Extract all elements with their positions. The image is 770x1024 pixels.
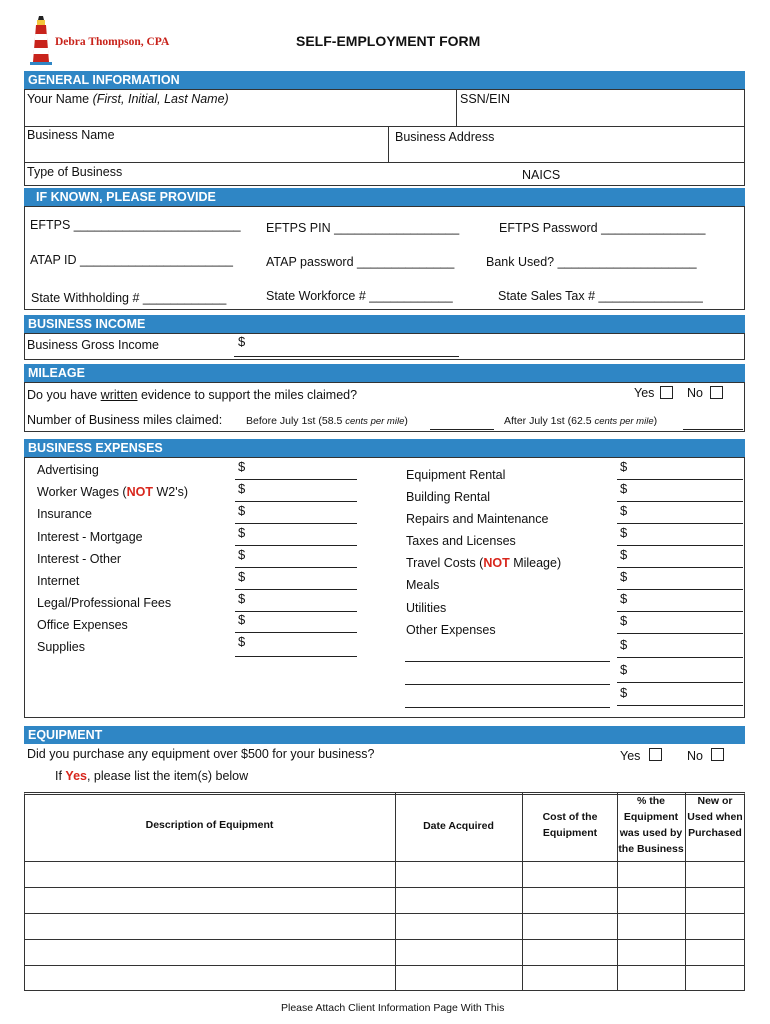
equipment-heading: EQUIPMENT bbox=[24, 726, 745, 744]
general-heading: GENERAL INFORMATION bbox=[24, 71, 745, 89]
left-dollar-5: $ bbox=[238, 547, 246, 562]
mileage-yes-checkbox[interactable] bbox=[660, 386, 673, 399]
equipment-no-checkbox[interactable] bbox=[711, 748, 724, 761]
right-amount-5[interactable] bbox=[617, 567, 743, 568]
before-july-field[interactable] bbox=[430, 429, 494, 430]
right-amount-2[interactable] bbox=[617, 501, 743, 502]
left-dollar-1: $ bbox=[238, 459, 246, 474]
left-dollar-7: $ bbox=[238, 591, 246, 606]
equipment-no-label: No bbox=[687, 749, 703, 763]
your-name-field[interactable] bbox=[25, 108, 455, 124]
right-amount-6[interactable] bbox=[617, 589, 743, 590]
expense-supplies: Supplies bbox=[37, 640, 85, 654]
equipment-row-5[interactable] bbox=[25, 966, 744, 990]
gross-income-field[interactable] bbox=[234, 356, 459, 357]
right-dollar-10: $ bbox=[620, 662, 628, 677]
before-july-label: Before July 1st (58.5 cents per mile) bbox=[246, 415, 408, 427]
type-of-business-label: Type of Business bbox=[27, 165, 123, 179]
left-amount-4[interactable] bbox=[235, 545, 357, 546]
expense-repairs: Repairs and Maintenance bbox=[406, 512, 549, 526]
col-new-or-used: New or Used when Purchased bbox=[687, 795, 743, 839]
left-amount-2[interactable] bbox=[235, 501, 357, 502]
equipment-question: Did you purchase any equipment over $500 for your business? bbox=[27, 747, 375, 761]
left-amount-8[interactable] bbox=[235, 632, 357, 633]
other-desc-1[interactable] bbox=[405, 661, 610, 662]
right-dollar-6: $ bbox=[620, 569, 628, 584]
expense-other: Other Expenses bbox=[406, 623, 496, 637]
left-amount-6[interactable] bbox=[235, 589, 357, 590]
eftps-pin-field[interactable]: EFTPS PIN __________________ bbox=[266, 221, 460, 235]
miles-claimed-label: Number of Business miles claimed: bbox=[27, 413, 223, 427]
left-dollar-8: $ bbox=[238, 612, 246, 627]
equipment-row-1[interactable] bbox=[25, 862, 744, 886]
lighthouse-icon bbox=[28, 14, 54, 66]
equipment-yes-checkbox[interactable] bbox=[649, 748, 662, 761]
mileage-no-checkbox[interactable] bbox=[710, 386, 723, 399]
right-amount-10[interactable] bbox=[617, 682, 743, 683]
after-july-label: After July 1st (62.5 cents per mile) bbox=[504, 415, 658, 427]
other-desc-3[interactable] bbox=[405, 707, 610, 708]
right-dollar-1: $ bbox=[620, 459, 628, 474]
footer-note: Please Attach Client Information Page With This bbox=[281, 1002, 505, 1014]
expense-travel: Travel Costs (NOT Mileage) bbox=[406, 556, 562, 570]
mileage-yes-label: Yes bbox=[634, 386, 655, 400]
expense-worker-wages: Worker Wages (NOT W2's) bbox=[37, 485, 189, 499]
state-workforce-field[interactable]: State Workforce # ____________ bbox=[266, 289, 453, 303]
expense-interest-mortgage: Interest - Mortgage bbox=[37, 530, 143, 544]
right-dollar-5: $ bbox=[620, 547, 628, 562]
expense-equipment-rental: Equipment Rental bbox=[406, 468, 506, 482]
left-amount-1[interactable] bbox=[235, 479, 357, 480]
left-amount-9[interactable] bbox=[235, 656, 357, 657]
atap-id-field[interactable]: ATAP ID ______________________ bbox=[30, 253, 233, 267]
right-amount-7[interactable] bbox=[617, 611, 743, 612]
equipment-row-3[interactable] bbox=[25, 914, 744, 938]
col-description: Description of Equipment bbox=[145, 819, 274, 831]
atap-password-field[interactable]: ATAP password ______________ bbox=[266, 255, 455, 269]
other-desc-2[interactable] bbox=[405, 684, 610, 685]
ssn-label: SSN/EIN bbox=[460, 92, 511, 106]
income-heading: BUSINESS INCOME bbox=[24, 315, 745, 333]
right-dollar-7: $ bbox=[620, 591, 628, 606]
expense-interest-other: Interest - Other bbox=[37, 552, 122, 566]
expense-insurance: Insurance bbox=[37, 507, 92, 521]
expense-legal: Legal/Professional Fees bbox=[37, 596, 172, 610]
state-withholding-field[interactable]: State Withholding # ____________ bbox=[31, 291, 227, 305]
expense-taxes: Taxes and Licenses bbox=[406, 534, 516, 548]
naics-label: NAICS bbox=[522, 168, 561, 182]
col-percent-used: % the Equipment was used by the Business bbox=[618, 795, 684, 855]
logo-text: Debra Thompson, CPA bbox=[55, 36, 170, 48]
right-dollar-11: $ bbox=[620, 685, 628, 700]
known-heading: IF KNOWN, PLEASE PROVIDE bbox=[24, 188, 745, 206]
business-address-field[interactable] bbox=[390, 146, 743, 160]
expense-advertising: Advertising bbox=[37, 463, 99, 477]
state-sales-tax-field[interactable]: State Sales Tax # _______________ bbox=[498, 289, 703, 303]
your-name-label: Your Name (First, Initial, Last Name) bbox=[27, 92, 229, 106]
expense-meals: Meals bbox=[406, 578, 440, 592]
right-dollar-8: $ bbox=[620, 613, 628, 628]
expense-utilities: Utilities bbox=[406, 601, 447, 615]
eftps-field[interactable]: EFTPS ________________________ bbox=[30, 218, 241, 232]
business-name-field[interactable] bbox=[25, 144, 385, 160]
right-dollar-3: $ bbox=[620, 503, 628, 518]
expense-building-rental: Building Rental bbox=[406, 490, 491, 504]
right-amount-11[interactable] bbox=[617, 705, 743, 706]
left-dollar-6: $ bbox=[238, 569, 246, 584]
mileage-heading: MILEAGE bbox=[24, 364, 745, 382]
right-dollar-4: $ bbox=[620, 525, 628, 540]
left-dollar-3: $ bbox=[238, 503, 246, 518]
right-dollar-2: $ bbox=[620, 481, 628, 496]
right-amount-9[interactable] bbox=[617, 657, 743, 658]
expense-internet: Internet bbox=[37, 574, 80, 588]
mileage-question: Do you have written evidence to support the miles claimed? bbox=[27, 388, 358, 402]
left-amount-5[interactable] bbox=[235, 567, 357, 568]
left-dollar-9: $ bbox=[238, 634, 246, 649]
right-dollar-9: $ bbox=[620, 637, 628, 652]
equipment-row-4[interactable] bbox=[25, 940, 744, 964]
left-dollar-2: $ bbox=[238, 481, 246, 496]
business-address-label: Business Address bbox=[395, 130, 495, 144]
gross-income-label: Business Gross Income bbox=[27, 338, 159, 352]
expenses-heading: BUSINESS EXPENSES bbox=[24, 439, 745, 457]
equipment-yes-label: Yes bbox=[620, 749, 641, 763]
bank-used-field[interactable]: Bank Used? ____________________ bbox=[486, 255, 697, 269]
after-july-field[interactable] bbox=[683, 429, 743, 430]
lighthouse-logo bbox=[28, 14, 54, 66]
col-date-acquired: Date Acquired bbox=[423, 820, 494, 832]
mileage-no-label: No bbox=[687, 386, 703, 400]
ssn-field[interactable] bbox=[458, 108, 743, 124]
left-dollar-4: $ bbox=[238, 525, 246, 540]
expense-office: Office Expenses bbox=[37, 618, 128, 632]
eftps-password-field[interactable]: EFTPS Password _______________ bbox=[499, 221, 706, 235]
equipment-row-2[interactable] bbox=[25, 888, 744, 912]
equipment-if-yes: If Yes, please list the item(s) below bbox=[55, 769, 249, 783]
left-amount-3[interactable] bbox=[235, 523, 357, 524]
form-title: SELF-EMPLOYMENT FORM bbox=[296, 33, 481, 49]
gross-income-dollar: $ bbox=[238, 334, 246, 349]
col-cost: Cost of the Equipment bbox=[542, 811, 598, 839]
left-amount-7[interactable] bbox=[235, 611, 357, 612]
right-amount-8[interactable] bbox=[617, 633, 743, 634]
right-amount-3[interactable] bbox=[617, 523, 743, 524]
right-amount-1[interactable] bbox=[617, 479, 743, 480]
business-name-label: Business Name bbox=[27, 128, 115, 142]
right-amount-4[interactable] bbox=[617, 545, 743, 546]
